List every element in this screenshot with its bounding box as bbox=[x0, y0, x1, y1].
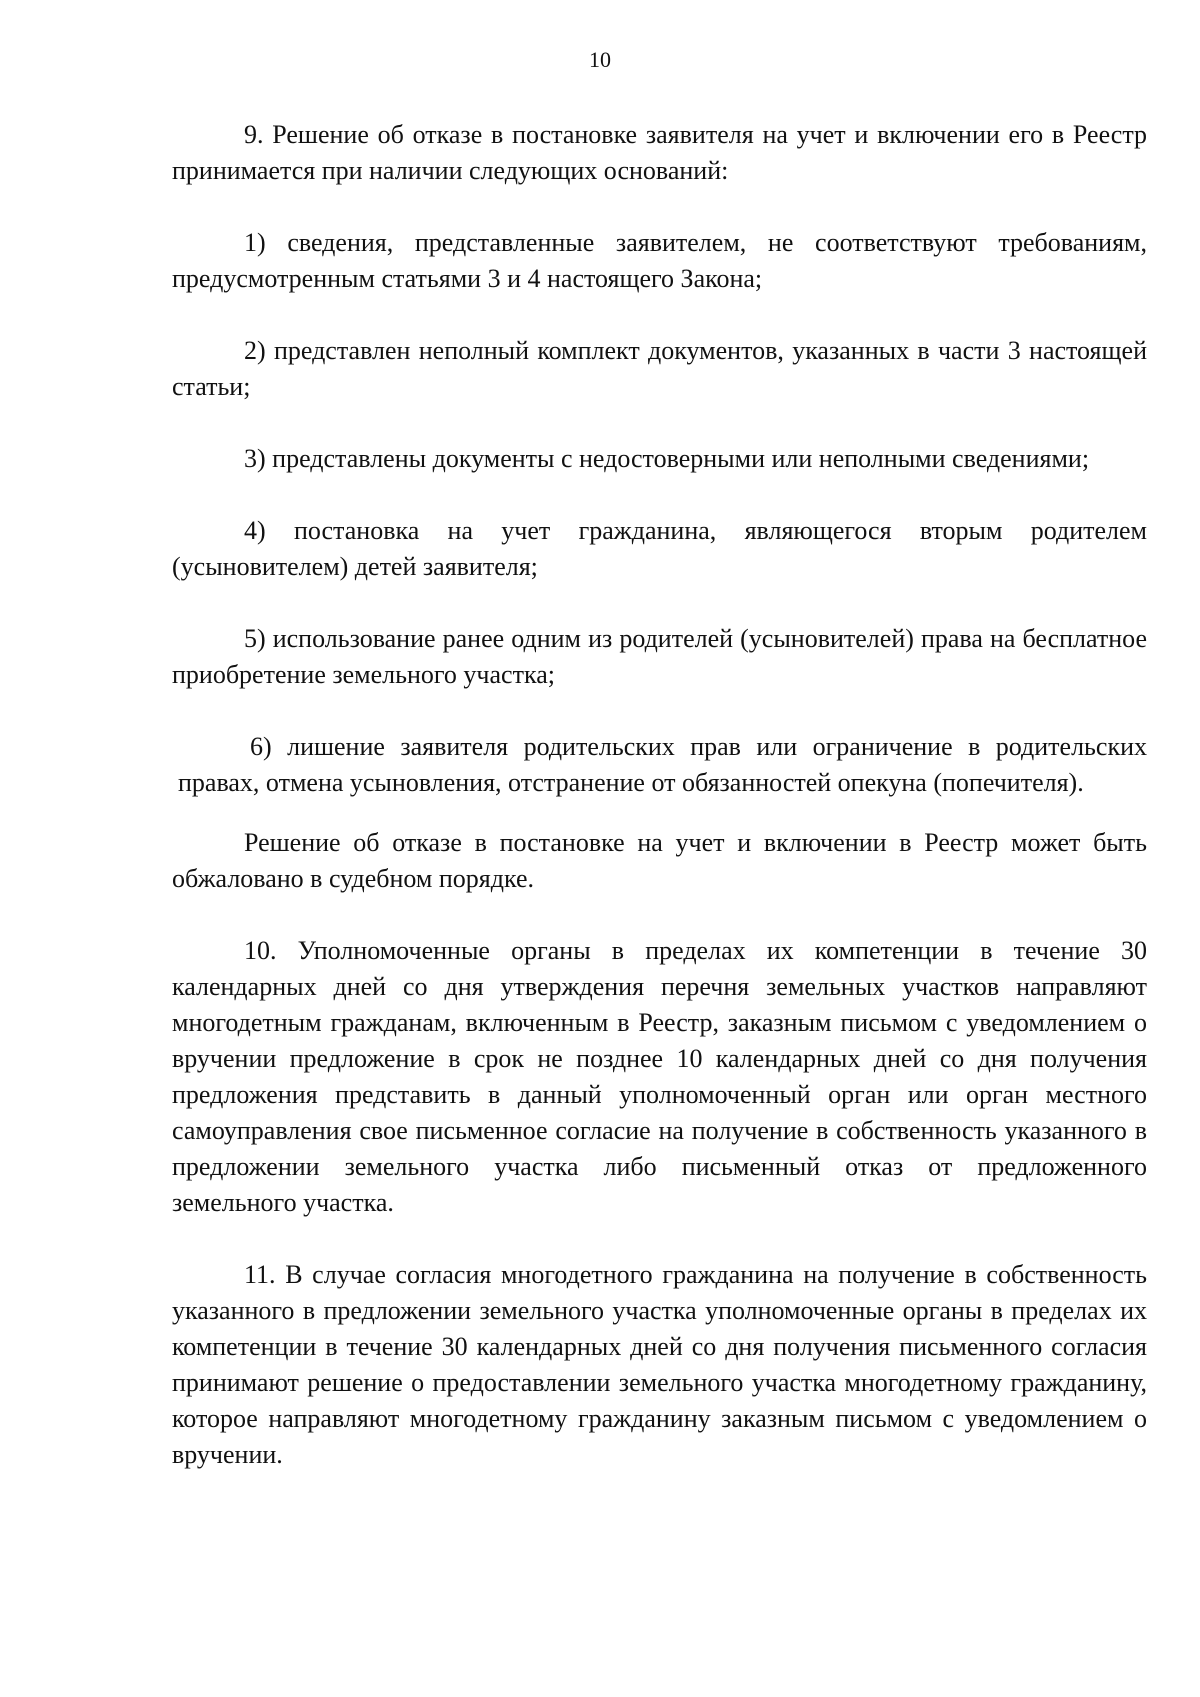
paragraph-11: 11. В случае согласия многодетного гражданина на получение в собственность указанного в предложении земельного участка уполномоченные органы в пределах их компетенции в течение 30 календарных дней со дня получения письменного согласия принимают решение о предоставлении земельного участка многодетному гражданину, которое направляют многодетному гражданину заказным письмом с уведомлением о вручении. bbox=[172, 1260, 1147, 1469]
paragraph-10: 10. Уполномоченные органы в пределах их компетенции в течение 30 календарных дней со дня утверждения перечня земельных участков направляют многодетным гражданам, включенным в Реестр, заказным письмом с уведомлением о вручении предложение в срок не позднее 10 календарных дней со дня получения предложения представить в данный уполномоченный орган или орган местного самоуправления свое письменное согласие на получение в собственность указанного в предложении земельного участка либо письменный отказ от предложенного земельного участка. bbox=[172, 936, 1147, 1217]
list-item-5: 5) использование ранее одним из родителей (усыновителей) права на бесплатное приобретение земельного участка; bbox=[172, 624, 1147, 689]
list-item-6: 6) лишение заявителя родительских прав или ограничение в родительских правах, отмена усыновления, отстранение от обязанностей опекуна (попечителя). bbox=[178, 732, 1147, 797]
list-item-3: 3) представлены документы с недостоверными или неполными сведениями; bbox=[244, 444, 1090, 473]
list-item-2: 2) представлен неполный комплект документов, указанных в части 3 настоящей статьи; bbox=[172, 336, 1147, 401]
document-body bbox=[172, 117, 1147, 1473]
list-item-1: 1) сведения, представленные заявителем, не соответствуют требованиям, предусмотренным статьями 3 и 4 настоящего Закона; bbox=[172, 228, 1147, 293]
paragraph-9: 9. Решение об отказе в постановке заявителя на учет и включении его в Реестр принимается при наличии следующих оснований: bbox=[172, 120, 1147, 185]
page-number: 10 bbox=[589, 47, 611, 72]
appeal-paragraph: Решение об отказе в постановке на учет и включении в Реестр может быть обжаловано в судебном порядке. bbox=[172, 828, 1147, 893]
list-item-4: 4) постановка на учет гражданина, являющегося вторым родителем (усыновителем) детей заявителя; bbox=[172, 516, 1147, 581]
